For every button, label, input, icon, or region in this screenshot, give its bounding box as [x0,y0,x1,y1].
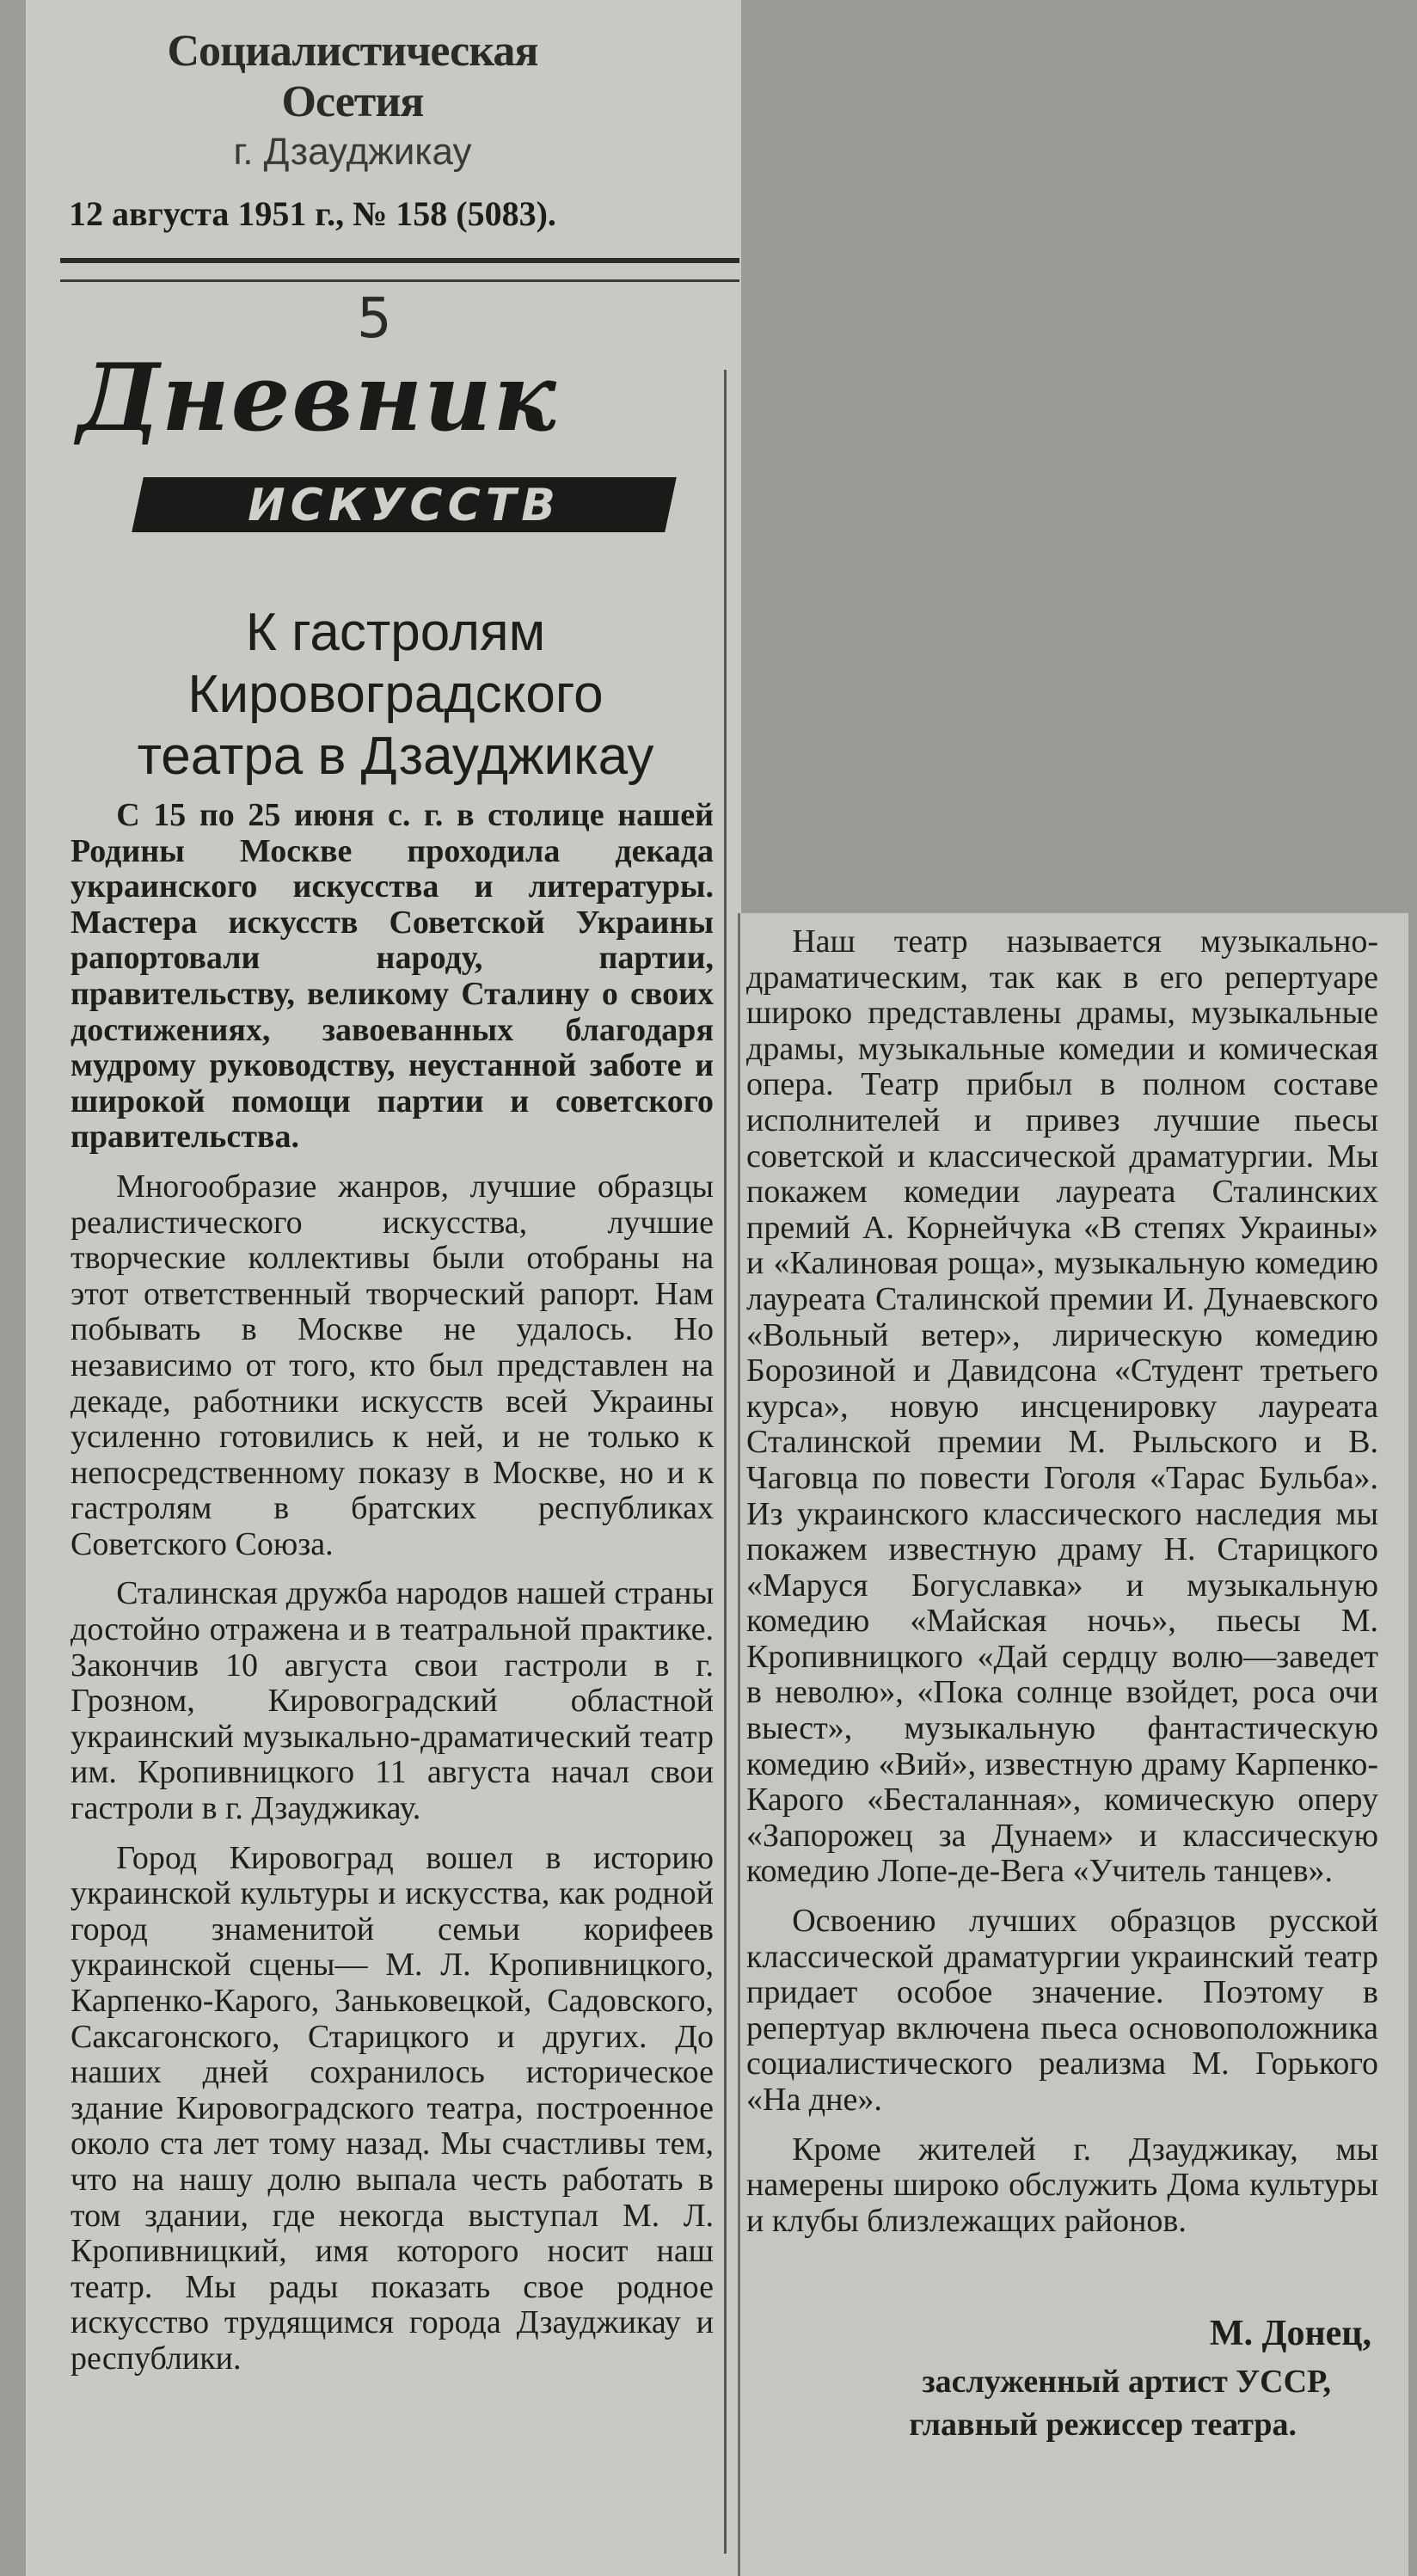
background-left-strip [0,0,26,2576]
headline-line-3: театра в Дзауджикау [137,727,654,786]
masthead [112,26,593,174]
paragraph: Сталинская дружба народов нашей страны достойно отражена и в театральной практике. Закончив 10 августа свои гастроли в г. Грозном, Кировоградский областной украинский музыкально-драматический театр им. Кропивницкого 11 августа начал свои гастроли в г. Дзауджикау. [71,1575,714,1827]
headline-line-1: К гастролям [245,603,546,662]
newspaper-title: Социалистическая Осетия [167,27,538,126]
newspaper-city: г. Дзауджикау [233,131,472,173]
paragraph: Освоению лучших образцов русской классической драматургии украинский театр придает особое значение. Поэтому в репертуар включена пьеса основоположника социалистического реализма М. Горького «На дне». [746,1903,1378,2118]
divider-thick [60,258,739,263]
author-name: М. Донец, [1209,2314,1371,2353]
paragraph: Наш театр называется музыкально-драматическим, так как в его репертуаре широко представлены драмы, музыкальные драмы, музыкальные комедии и комическая опера. Театр прибыл в полном составе исполнителей и привез лучшие пьесы советской и классической драматургии. Мы покажем комедии лауреата Сталинских премий А. Корнейчука «В степях Украины» и «Калиновая роща», музыкальную комедию лауреата Сталинской премии И. Дунаевского «Вольный ветер», лирическую комедию Борозиной и Давидсона «Студент третьего курса», новую инсценировку лауреата Сталинской премии М. Рыльского и В. Чаговца по повести Гоголя «Тарас Бульба». Из украинского классического наследия мы покажем известную драму Н. Старицкого «Маруся Богуславка» и музыкальную комедию «Майская ночь», пьесы М. Кропивницкого «Дай сердцу волю—заведет в неволю», «Пока солнце взойдет, роса очи выест», музыкальную фантастическую комедию «Вий», известную драму Карпенко-Карого «Бесталанная», комическую оперу «Запорожец за Дунаем» и классическую комедию Лопе-де-Вега «Учитель танцев». [746,923,1378,1890]
paragraph: Многообразие жанров, лучшие образцы реалистического искусства, лучшие творческие коллективы были отобраны на этот ответственный творческий рапорт. Нам побывать в Москве не удалось. Но независимо от того, кто был представлен на декаде, работники искусств всей Украины усиленно готовились к ней, и не только к непосредственному показу в Москве, но и к гастролям в братских республиках Советского Союза. [71,1168,714,1562]
rubric-script-title: Дневник [77,344,558,452]
clipping-edge [738,913,740,2576]
paragraph: Город Кировоград вошел в историю украинской культуры и искусства, как родной город знаменитой семьи корифеев украинской сцены— М. Л. Кропивницкого, Карпенко-Карого, Заньковецкой, Садовского, Саксагонского, Старицкого и других. До наших дней сохранилось историческое здание Кировоградского театра, построенное около ста лет тому назад. Мы счастливы тем, что на нашу долю выпала честь работать в том здании, где некогда выступал М. Л. Кропивницкий, имя которого носит наш театр. Мы рады показать свое родное искусство трудящимся города Дзауджикау и республики. [71,1839,714,2377]
handwritten-number: 5 [357,287,392,351]
paragraph: С 15 по 25 июня с. г. в столице нашей Родины Москве проходила декада украинского искусства и литературы. Мастера искусств Советской Украины рапортовали народу, партии, правительству, великому Сталину о своих достижениях, завоеванных благодаря мудрому руководству, неустанной заботе и широкой помощи партии и советского правительства. [71,797,714,1156]
rubric-band-text: ИСКУССТВ [248,480,561,531]
author-position: главный режиссер театра. [909,2407,1297,2443]
author-title: заслуженный артист УССР, [922,2364,1331,2400]
headline-line-2: Кировоградского [187,665,604,724]
article-column-2 [746,924,1378,2239]
paragraph: Кроме жителей г. Дзауджикау, мы намерены широко обслужить Дома культуры и клубы близлежащих районов. [746,2131,1378,2239]
dateline: 12 августа 1951 г., № 158 (5083). [69,194,556,233]
divider-thin [60,279,739,282]
article-column-1 [71,798,714,2377]
article-headline [69,602,722,788]
rubric-logo [60,287,705,567]
column-rule [724,370,727,2554]
